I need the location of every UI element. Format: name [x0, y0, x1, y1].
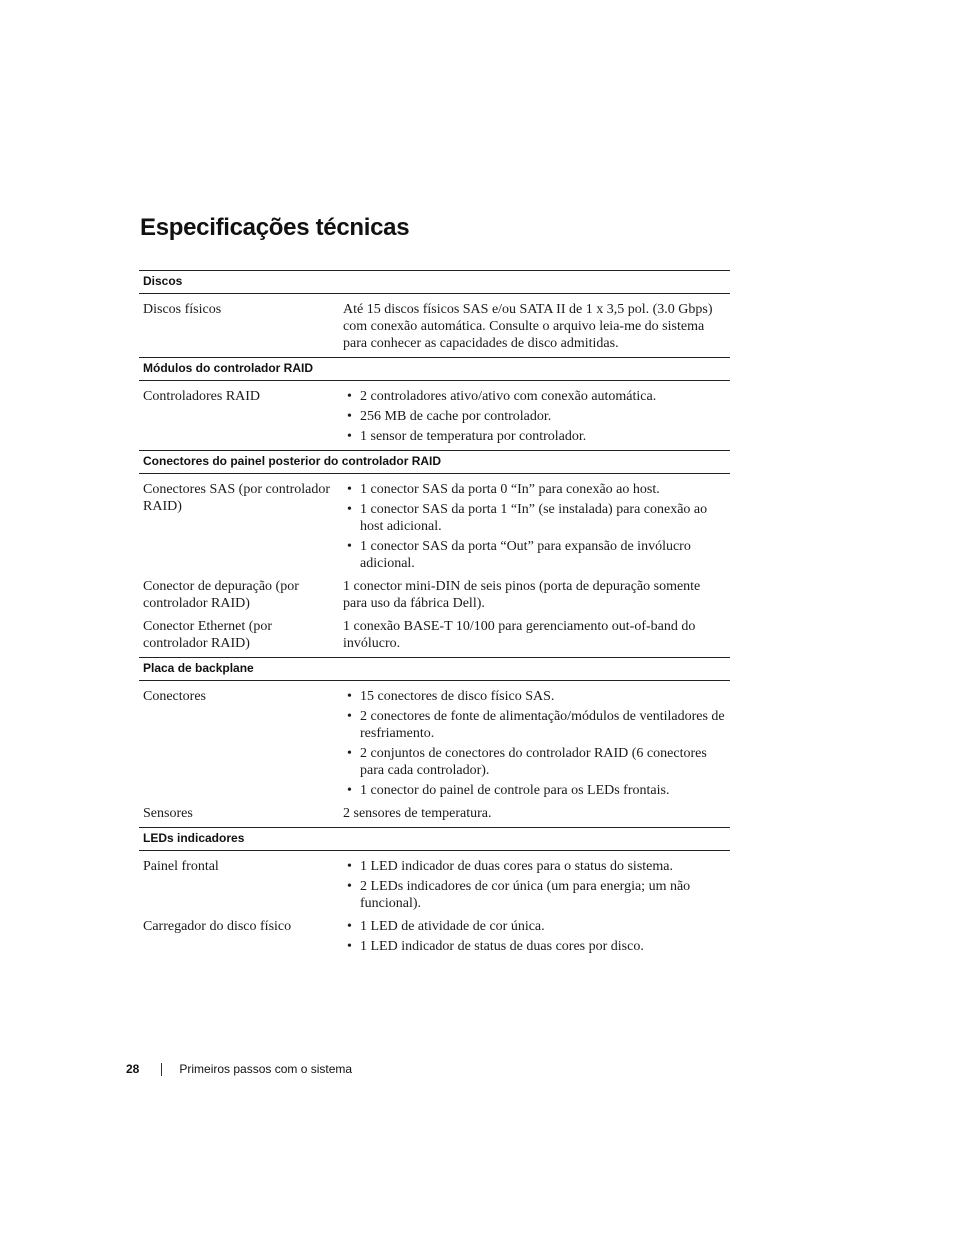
section-conectores-painel-posterior	[139, 450, 730, 657]
bullet-list	[343, 481, 726, 572]
section-placa-backplane	[139, 657, 730, 827]
spec-label: Conectores SAS (por controlador RAID)	[143, 482, 331, 514]
bullet-item: • 2 conjuntos de conectores do controlador RAID (6 conectores para cada controlador).	[343, 745, 726, 779]
bullet-item: • 256 MB de cache por controlador.	[343, 408, 726, 425]
bullet-item: • 2 conectores de fonte de alimentação/módulos de ventiladores de resfriamento.	[343, 708, 726, 742]
bullet-list	[343, 688, 726, 799]
spec-row-controladores-raid	[139, 388, 730, 445]
spec-label: Conector Ethernet (por controlador RAID)	[143, 619, 273, 651]
spec-row-conectores	[139, 688, 730, 799]
spec-value: 1 conexão BASE-T 10/100 para gerenciamento out-of-band do invólucro.	[343, 619, 696, 651]
spec-row-discos-fisicos	[139, 301, 730, 352]
bullet-list	[343, 918, 726, 955]
page-footer	[126, 1062, 352, 1076]
bullet-list	[343, 388, 726, 445]
spec-value: Até 15 discos físicos SAS e/ou SATA II de 1 x 3,5 pol. (3.0 Gbps) com conexão automática. Consulte o arquivo leia-me do sistema para conhecer as capacidades de disco admitidas.	[343, 302, 713, 351]
bullet-item: • 1 conector SAS da porta 0 “In” para conexão ao host.	[343, 481, 726, 498]
section-modulos-controlador-raid	[139, 357, 730, 450]
spec-label: Conector de depuração (por controlador RAID)	[143, 579, 299, 611]
section-heading: Discos	[139, 270, 730, 294]
page-title: Especificações técnicas	[140, 214, 410, 241]
footer-divider	[161, 1063, 162, 1076]
spec-row-carregador-disco	[139, 918, 730, 955]
spec-label: Sensores	[143, 806, 193, 821]
bullet-item: • 1 conector SAS da porta 1 “In” (se instalada) para conexão ao host adicional.	[343, 501, 726, 535]
section-heading: Conectores do painel posterior do controlador RAID	[139, 450, 730, 474]
bullet-item: • 1 LED de atividade de cor única.	[343, 918, 726, 935]
section-heading: Placa de backplane	[139, 657, 730, 681]
bullet-item: • 1 LED indicador de status de duas cores por disco.	[343, 938, 726, 955]
spec-label: Carregador do disco físico	[143, 919, 292, 934]
bullet-item: • 15 conectores de disco físico SAS.	[343, 688, 726, 705]
spec-row-painel-frontal	[139, 858, 730, 912]
bullet-list	[343, 858, 726, 912]
spec-label: Painel frontal	[143, 859, 219, 874]
spec-value: 2 sensores de temperatura.	[343, 806, 492, 821]
bullet-item: • 1 sensor de temperatura por controlador.	[343, 428, 726, 445]
bullet-item: • 1 LED indicador de duas cores para o status do sistema.	[343, 858, 726, 875]
spec-row-conectores-sas	[139, 481, 730, 572]
bullet-item: • 2 controladores ativo/ativo com conexão automática.	[343, 388, 726, 405]
bullet-item: • 2 LEDs indicadores de cor única (um para energia; um não funcional).	[343, 878, 726, 912]
spec-table	[139, 270, 730, 960]
page-number: 28	[126, 1062, 140, 1076]
footer-section-title: Primeiros passos com o sistema	[179, 1062, 353, 1076]
spec-row-sensores	[139, 805, 730, 822]
bullet-item: • 1 conector SAS da porta “Out” para expansão de invólucro adicional.	[343, 538, 726, 572]
spec-value: 1 conector mini-DIN de seis pinos (porta de depuração somente para uso da fábrica Dell).	[343, 579, 701, 611]
spec-label: Conectores	[143, 689, 206, 704]
section-discos	[139, 270, 730, 357]
spec-row-conector-depuracao	[139, 578, 730, 612]
spec-label: Controladores RAID	[143, 389, 261, 404]
section-heading: Módulos do controlador RAID	[139, 357, 730, 381]
spec-row-conector-ethernet	[139, 618, 730, 652]
bullet-item: • 1 conector do painel de controle para os LEDs frontais.	[343, 782, 726, 799]
spec-label: Discos físicos	[143, 302, 222, 317]
section-heading: LEDs indicadores	[139, 827, 730, 851]
section-leds-indicadores	[139, 827, 730, 960]
